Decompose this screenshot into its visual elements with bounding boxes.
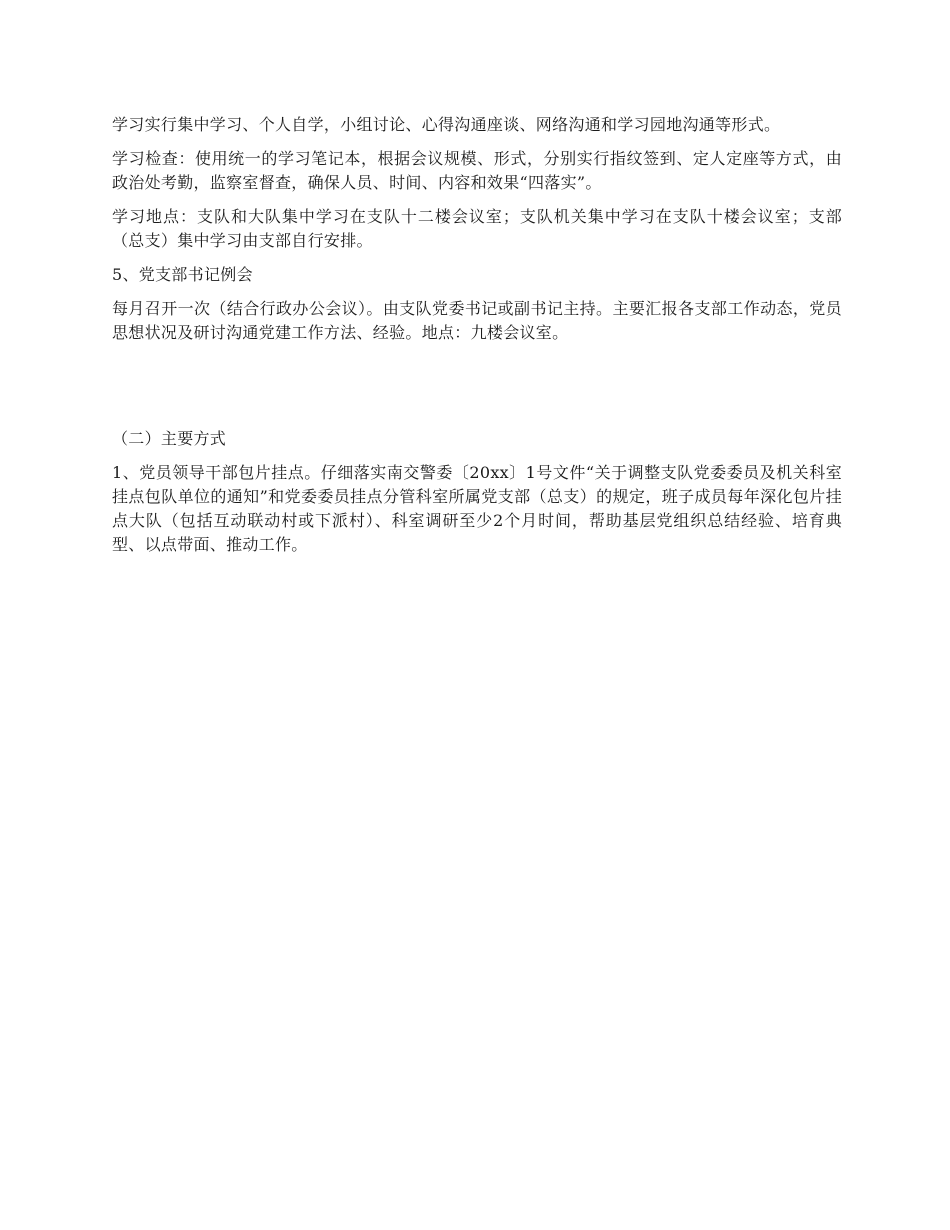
paragraph-spacer — [112, 287, 842, 297]
paragraph-study-check: 学习检查：使用统一的学习笔记本，根据会议规模、形式，分别实行指纹签到、定人定座等方式，由政治处考勤，监察室督查，确保人员、时间、内容和效果“四落实”。 — [112, 149, 842, 192]
paragraph-spacer — [112, 137, 842, 147]
paragraph-study-location: 学习地点：支队和大队集中学习在支队十二楼会议室；支队机关集中学习在支队十楼会议室；支部（总支）集中学习由支部自行安排。 — [112, 207, 842, 250]
paragraph-secretary-meeting-detail: 每月召开一次（结合行政办公会议）。由支队党委书记或副书记主持。主要汇报各支部工作动态，党员思想状况及研讨沟通党建工作方法、经验。地点：九楼会议室。 — [112, 299, 842, 342]
document-body — [112, 113, 842, 557]
paragraph-spacer — [112, 253, 842, 263]
section-spacer — [112, 345, 842, 427]
paragraph-study-forms: 学习实行集中学习、个人自学，小组讨论、心得沟通座谈、网络沟通和学习园地沟通等形式。 — [112, 115, 781, 134]
paragraph-spacer — [112, 195, 842, 205]
paragraph-leader-contact-points: 1、党员领导干部包片挂点。仔细落实南交警委〔20xx〕1号文件“关于调整支队党委委员及机关科室挂点包队单位的通知”和党委委员挂点分管科室所属党支部（总支）的规定，班子成员每年深化包片挂点大队（包括互动联动村或下派村）、科室调研至少2个月时间，帮助基层党组织总结经验、培育典型、以点带面、推动工作。 — [112, 463, 842, 554]
section-heading: （二）主要方式 — [112, 429, 227, 448]
paragraph-secretary-meeting-title: 5、党支部书记例会 — [112, 265, 253, 284]
paragraph-spacer — [112, 451, 842, 461]
